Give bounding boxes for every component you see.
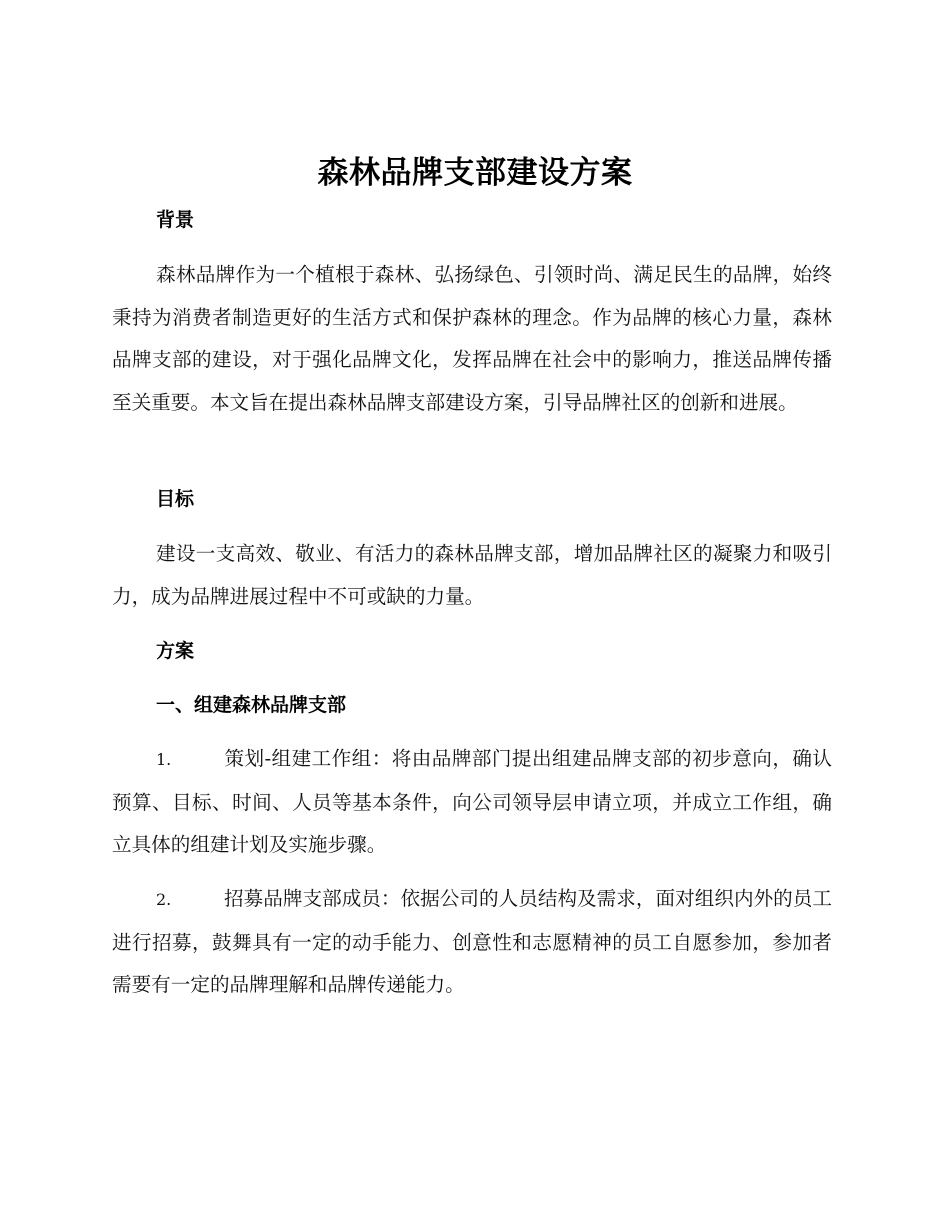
background-heading: 背景 (156, 209, 195, 231)
plan-item-1-number: 1. (156, 750, 172, 769)
goal-heading: 目标 (156, 488, 195, 510)
plan-item-1-text: 策划-组建工作组：将由品牌部门提出组建品牌支部的初步意向，确认预算、目标、时间、人员等基本条件，向公司领导层申请立项，并成立工作组，确立具体的组建计划及实施步骤。 (112, 747, 832, 856)
plan-item-2 (112, 878, 832, 1007)
plan-heading: 方案 (156, 640, 195, 662)
plan-item-2-number: 2. (156, 890, 172, 909)
background-paragraph: 森林品牌作为一个植根于森林、弘扬绿色、引领时尚、满足民生的品牌，始终秉持为消费者制造更好的生活方式和保护森林的理念。作为品牌的核心力量，森林品牌支部的建设，对于强化品牌文化，发挥品牌在社会中的影响力，推送品牌传播至关重要。本文旨在提出森林品牌支部建设方案，引导品牌社区的创新和进展。 (112, 263, 832, 414)
document-title: 森林品牌支部建设方案 (317, 155, 633, 191)
goal-paragraph: 建设一支高效、敬业、有活力的森林品牌支部，增加品牌社区的凝聚力和吸引力，成为品牌进展过程中不可或缺的力量。 (112, 542, 832, 608)
plan-subheading: 一、组建森林品牌支部 (156, 694, 347, 716)
plan-item-2-text: 招募品牌支部成员：依据公司的人员结构及需求，面对组织内外的员工进行招募，鼓舞具有一定的动手能力、创意性和志愿精神的员工自愿参加，参加者需要有一定的品牌理解和品牌传递能力。 (112, 887, 832, 996)
plan-item-1 (112, 738, 832, 867)
